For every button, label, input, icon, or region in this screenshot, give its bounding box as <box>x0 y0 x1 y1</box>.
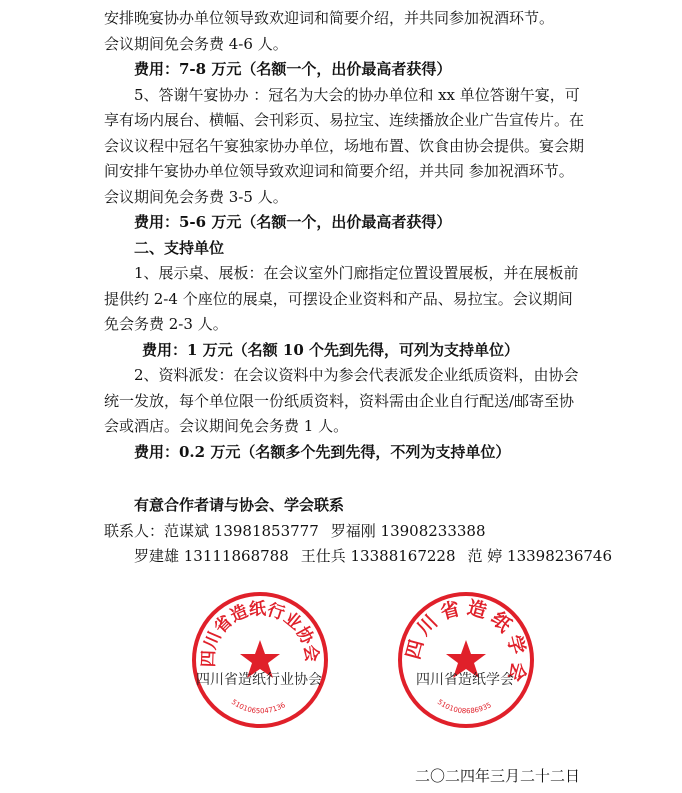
seal-stamp-icon <box>190 590 330 730</box>
society-seal <box>396 590 536 730</box>
contact-label: 联系人： <box>104 521 165 540</box>
text-line: 安排晚宴协办单位领导致欢迎词和简要介绍，并共同参加祝酒环节。 <box>104 9 555 27</box>
section-heading: 二、支持单位 <box>134 238 225 257</box>
document-body <box>104 6 613 570</box>
seal-stamp-icon <box>396 590 536 730</box>
seals-area <box>0 586 682 746</box>
fee-line: 费用：7-8 万元（名额一个，出价最高者获得） <box>134 60 452 78</box>
contact-row <box>104 519 586 545</box>
svg-text:5101065047136 <box>230 698 287 715</box>
seal-number: 5101065047136 <box>229 698 287 716</box>
seal-number: 5101008686935 <box>435 698 493 716</box>
contact-row <box>104 544 613 570</box>
contact-title: 有意合作者请与协会、学会联系 <box>134 496 345 514</box>
svg-text:5101008686935 <box>436 698 493 715</box>
contact-person: 罗建雄 13111868788 <box>134 547 289 565</box>
association-seal <box>190 590 330 730</box>
text-line: 会议期间免会务费 4-6 人。 <box>104 34 288 53</box>
paragraph-item-5: 5、答谢午宴协办 ：冠名为大会的协办单位和 xx 单位答谢午宴，可享有场内展台、横幅、会刊彩页、易拉宝、连续播放企业广告宣传片。在会议议程中冠名午宴独家协办单位，场地布置、饮食由协会提供。宴会期间安排午宴协办单位领导致欢迎词和简要介绍，并共同 参加祝酒环节。会议期间免会务费 3-5 人。 <box>104 85 585 206</box>
seal-caption-left: 四川省造纸行业协会 <box>196 672 322 688</box>
fee-line: 费用：5-6 万元（名额一个，出价最高者获得） <box>134 213 452 231</box>
seal-caption-right: 四川省造纸学会 <box>416 672 514 688</box>
paragraph-item-2: 2、资料派发：在会议资料中为参会代表派发企业纸质资料，由协会统一发放，每个单位限一份纸质资料，资料需由企业自行配送/邮寄至协会或酒店。会议期间免会务费 1 人。 <box>104 366 579 435</box>
document-date: 二〇二四年三月二十二日 <box>414 767 580 785</box>
seal-ring-text: 四川省造纸行业协会 <box>198 599 322 668</box>
contact-person: 范谋斌 13981853777 <box>164 521 319 540</box>
fee-line: 费用：0.2 万元（名额多个先到先得，不列为支持单位） <box>134 442 511 461</box>
paragraph-item-1: 1、展示桌、展板：在会议室外门廊指定位置设置展板，并在展板前提供约 2-4 个座位的展桌，可摆设企业资料和产品、易拉宝。会议期间免会务费 2-3 人。 <box>104 264 579 333</box>
contact-person: 罗福刚 13908233388 <box>330 521 486 540</box>
seal-ring-text: 四川省造纸学会 <box>402 596 530 689</box>
fee-line: 费用：1 万元（名额 10 个先到先得，可列为支持单位） <box>142 340 519 359</box>
contact-person: 范 婷 13398236746 <box>467 547 613 565</box>
contact-person: 王仕兵 13388167228 <box>300 547 456 565</box>
